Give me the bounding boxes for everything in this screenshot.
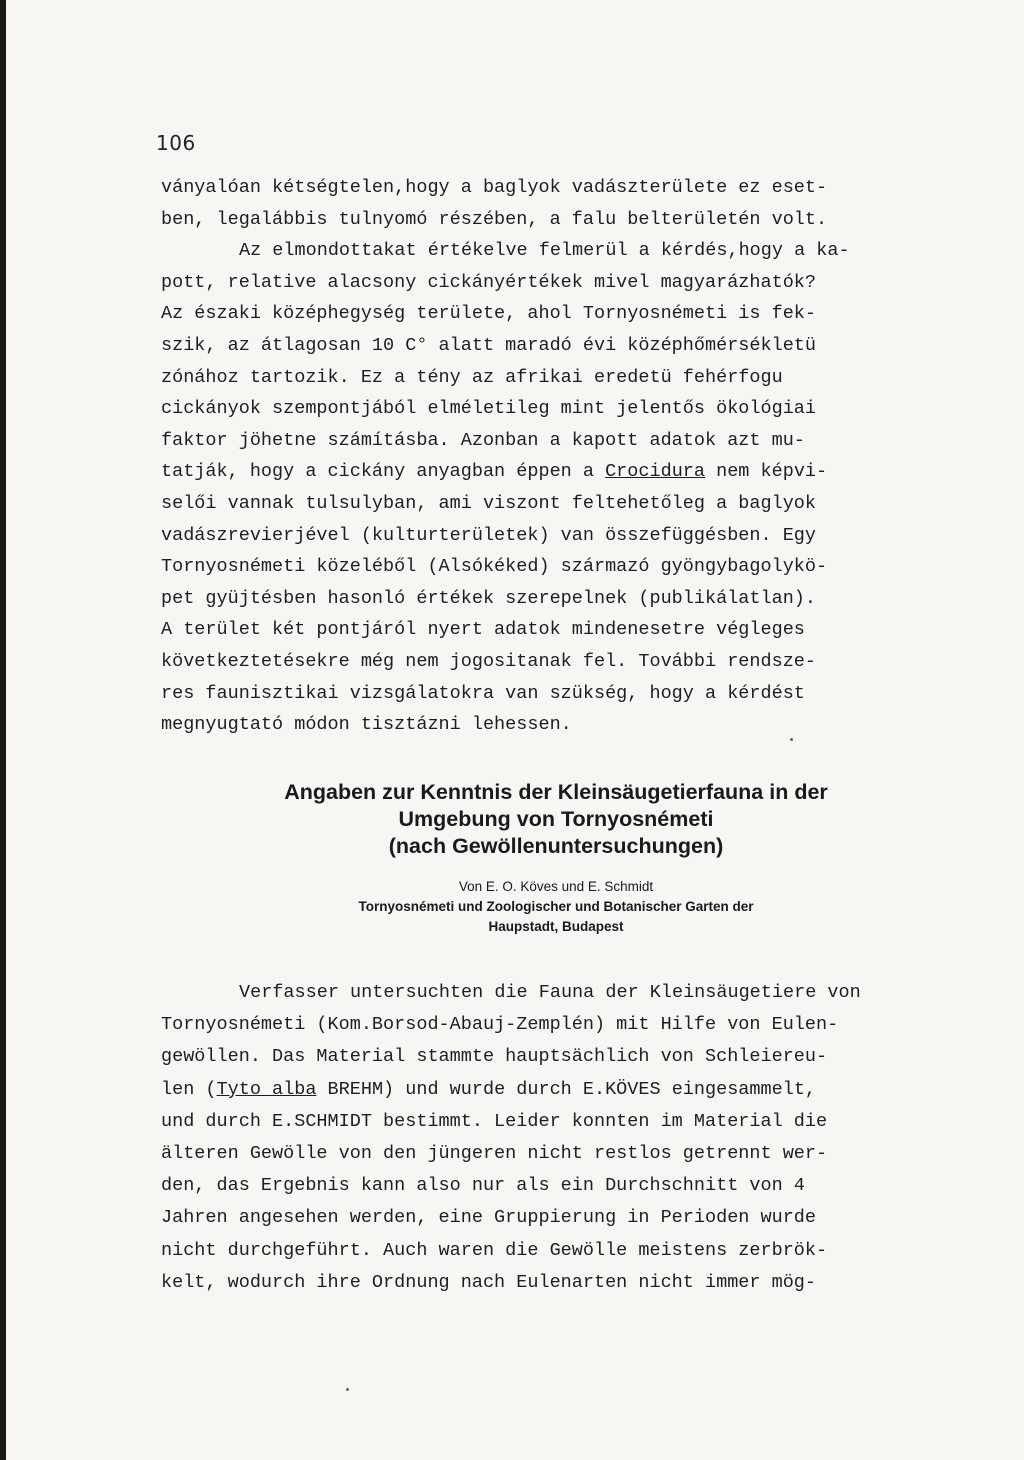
- text-line-with-underline: len (Tyto alba BREHM) und wurde durch E.KÖVES eingesammelt,: [161, 1078, 817, 1100]
- article-heading: [161, 779, 951, 860]
- text-line: cickányok szempontjából elméletileg mint jelentős ökológiai: [161, 398, 817, 420]
- page-number: 106: [156, 131, 196, 155]
- text-line: vadászrevierjével (kulturterületek) van összefüggésben. Egy: [161, 524, 817, 546]
- text-line: selői vannak tulsulyban, ami viszont feltehetőleg a baglyok: [161, 492, 817, 514]
- scan-speck: [790, 738, 793, 741]
- text-line: Tornyosnémeti (Kom.Borsod-Abauj-Zemplén) mit Hilfe von Eulen-: [161, 1014, 839, 1036]
- text-line: megnyugtató módon tisztázni lehessen.: [161, 714, 572, 736]
- text-line: und durch E.SCHMIDT bestimmt. Leider konnten im Material die: [161, 1110, 828, 1132]
- affiliation-line: Tornyosnémeti und Zoologischer und Botanischer Garten der: [358, 899, 754, 914]
- text-line: A terület két pontjáról nyert adatok mindenesetre végleges: [161, 619, 805, 641]
- text-line: nicht durchgeführt. Auch waren die Gewölle meistens zerbrök-: [161, 1239, 828, 1261]
- text-line-with-underline: tatják, hogy a cickány anyagban éppen a Crocidura nem képvi-: [161, 461, 828, 483]
- text-line: Az északi középhegység területe, ahol Tornyosnémeti is fek-: [161, 303, 817, 325]
- text-line: res faunisztikai vizsgálatokra van szükség, hogy a kérdést: [161, 682, 805, 704]
- text-line: pott, relative alacsony cickányértékek mivel magyarázhatók?: [161, 271, 817, 293]
- authors-line: Von E. O. Köves und E. Schmidt: [458, 879, 654, 894]
- heading-line: Umgebung von Tornyosnémeti: [398, 807, 714, 831]
- text-line: ben, legalábbis tulnyomó részében, a falu belterületén volt.: [161, 208, 828, 230]
- text-line: faktor jöhetne számításba. Azonban a kapott adatok azt mu-: [161, 429, 805, 451]
- text-line: pet gyüjtésben hasonló értékek szerepelnek (publikálatlan).: [161, 587, 817, 609]
- text-line: gewöllen. Das Material stammte hauptsächlich von Schleiereu-: [161, 1046, 828, 1068]
- scan-speck: [346, 1388, 349, 1391]
- text-line: den, das Ergebnis kann also nur als ein Durchschnitt von 4: [161, 1175, 805, 1197]
- text-line: Jahren angesehen werden, eine Gruppierung in Perioden wurde: [161, 1207, 817, 1229]
- taxon-name: Tyto alba: [216, 1078, 317, 1100]
- german-summary: [161, 977, 951, 1299]
- text-line: zónához tartozik. Ez a tény az afrikai eredetü fehérfogu: [161, 366, 783, 388]
- heading-line: (nach Gewöllenuntersuchungen): [388, 834, 724, 858]
- text-line: szik, az átlagosan 10 C° alatt maradó évi középhőmérsékletü: [161, 334, 817, 356]
- text-line: ványalóan kétségtelen,hogy a baglyok vadászterülete ez eset-: [161, 177, 828, 198]
- heading-line: Angaben zur Kenntnis der Kleinsäugetierfauna in der: [284, 780, 828, 804]
- affiliation-line: Haupstadt, Budapest: [488, 919, 624, 934]
- taxon-name: Crocidura: [605, 461, 705, 483]
- text-line: kelt, wodurch ihre Ordnung nach Eulenarten nicht immer mög-: [161, 1271, 817, 1293]
- text-line: következtetésekre még nem jogositanak fel. További rendsze-: [161, 650, 817, 672]
- text-line: Tornyosnémeti közeléből (Alsókéked) származó gyöngybagolykö-: [161, 556, 828, 578]
- text-line: Verfasser untersuchten die Fauna der Kleinsäugetiere von: [239, 982, 861, 1003]
- hungarian-paragraphs: [161, 172, 951, 741]
- article-byline: [161, 877, 951, 937]
- text-line: Az elmondottakat értékelve felmerül a kérdés,hogy a ka-: [239, 240, 850, 262]
- text-line: älteren Gewölle von den jüngeren nicht restlos getrennt wer-: [161, 1143, 828, 1165]
